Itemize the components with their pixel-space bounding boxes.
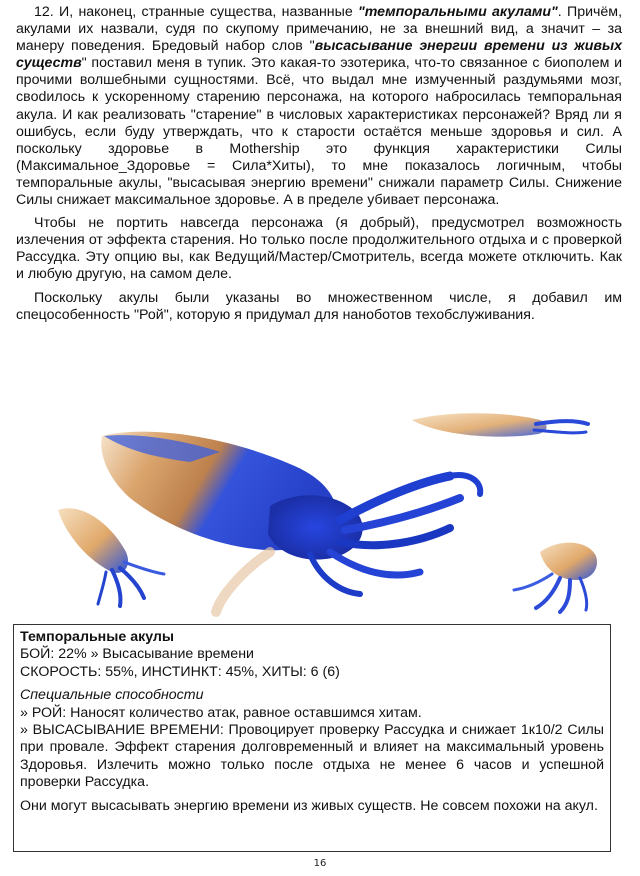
ability-swarm: » РОЙ: Наносят количество атак, равное оставшимся хитам.: [20, 704, 422, 721]
small-squid-left: [58, 508, 164, 606]
term-temporal-sharks: "темпоральными акулами": [358, 4, 558, 20]
body-text: [16, 4, 622, 330]
ability-time-drain: » ВЫСАСЫВАНИЕ ВРЕМЕНИ: Провоцирует проверку Рассудка и снижает 1к10/2 Силы при провале. Эффект старения долговременный и влияет на максимальный уровень Здоровья. Излечить можно только после отдыха не менее 6 часов и успешной проверки Рассудка.: [20, 722, 604, 791]
quote-time-drain: высасывание энергии времени из живых существ: [16, 38, 622, 72]
stats-line: СКОРОСТЬ: 55%, ИНСТИНКТ: 45%, ХИТЫ: 6 (6): [20, 663, 340, 680]
paragraph-temporal-sharks: 12. И, наконец, странные существа, названные "темпоральными акулами". Причём, акулами их назвали, судя по скупому примечанию, не за внешний вид, а значит – за манеру поведения. Бредовый набор слов "высасывание энергии времени из живых существ" поставил меня в тупик. Это какая-то эзотерика, что-то связанное с биополем и прочими волшебными сущностями. Всё, что выдал мне измученный раздумьями мозг, свodилось к ускоренному старению персонажа, на которого набросилась темпоральная акула. И как реализовать "старение" в числовых характеристиках персонажей? Вряд ли я ошибусь, если буду утверждать, что к старости остаётся меньше здоровья и сил. А поскольку здоровье в Mothership это функция характеристики Силы (Максимальное_Здоровье = Сила*Хиты), то мне показалось логичным, чтобы темпоральные акулы, "высасывая энергию времени" снижали параметр Силы. Снижение Силы снижает максимальное здоровье. А в пределе убивает персонажа.: [16, 4, 623, 209]
small-squid-bottom-right: [514, 543, 597, 612]
stat-block-title: Темпоральные акулы: [20, 629, 175, 645]
paragraph-swarm: Поскольку акулы были указаны во множественном числе, я добавил им спецособенность "Рой", которую я придумал для нанoботов техобслуживания.: [16, 289, 622, 323]
combat-line: БОЙ: 22% » Высасывание времени: [20, 646, 254, 663]
page-number: 16: [313, 858, 327, 869]
stat-block: [13, 624, 611, 852]
squid-illustration: [40, 402, 610, 618]
creature-description: Они могут высасывать энергию времени из живых существ. Не совсем похожи на акул.: [20, 797, 598, 814]
large-squid: [101, 432, 480, 612]
small-squid-top-right: [412, 413, 588, 436]
special-abilities-heading: Специальные способности: [20, 687, 204, 704]
paragraph-healing: Чтобы не портить навсегда персонажа (я добрый), предусмотрел возможность излечения от эффекта старения. Но только после продолжительного отдыха и с проверкой Рассудка. Эту опцию вы, как Ведущий/Мастер/Смотритель, всегда можете отключить. Как и любую другую, на самом деле.: [16, 215, 622, 283]
